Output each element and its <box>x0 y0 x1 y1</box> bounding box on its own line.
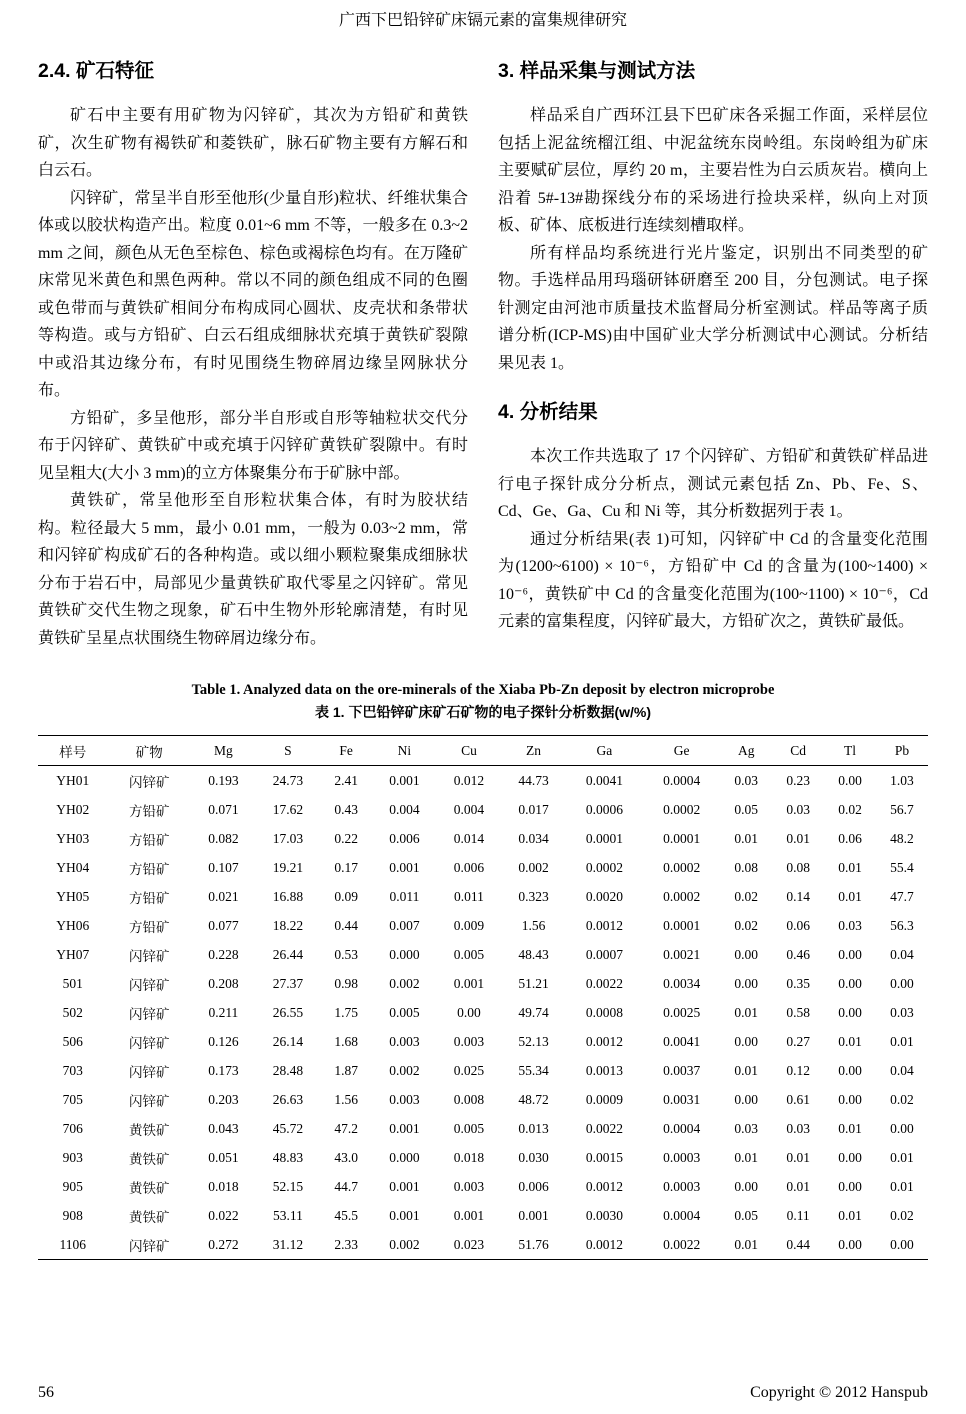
table-cell: 0.43 <box>334 801 358 817</box>
paragraph-cd-content-ranges: 通过分析结果(表 1)可知，闪锌矿中 Cd 的含量变化范围为(1200~6100) × 10⁻⁶，方铅矿中 Cd 的含量为(100~1400) × 10⁻⁶，黄铁矿中 Cd 的含量变化范围为(100~1100) × 10⁻⁶，Cd 元素的富集程度，闪锌矿最大，方铅矿次之，黄铁矿最低。 <box>498 530 928 630</box>
table-cell: 0.0001 <box>663 917 701 933</box>
table-cell: 0.0002 <box>663 888 701 904</box>
right-column <box>498 58 928 652</box>
table-cell: 45.72 <box>272 1120 304 1136</box>
table-cell: 0.011 <box>389 888 420 904</box>
table-cell: 闪锌矿 <box>129 1093 170 1109</box>
table-cell: 0.001 <box>518 1207 549 1223</box>
table-cell: 黄铁矿 <box>129 1122 170 1138</box>
paragraph-sample-collection: 样品采自广西环江县下巴矿床各采掘工作面，采样层位包括上泥盆统榴江组、中泥盆统东岗岭组。东岗岭组为矿床主要赋矿层位，厚约 20 m，主要岩性为白云质灰岩。横向上沿着 5#-13#勘探线分布的采场进行捡块采样，纵向上对顶板、矿体、底板进行连续刻槽取样。 <box>498 107 928 234</box>
table-cell: 47.7 <box>890 888 914 904</box>
table-cell: 26.63 <box>272 1091 304 1107</box>
table-cell: 0.06 <box>786 917 810 933</box>
table-cell: 0.193 <box>208 772 239 788</box>
table-cell: 48.2 <box>890 830 914 846</box>
table-cell: 0.071 <box>208 801 239 817</box>
table-cell: 0.0003 <box>663 1149 701 1165</box>
table-cell: 0.007 <box>389 917 420 933</box>
table-caption-english: Table 1. Analyzed data on the ore-minerals of the Xiaba Pb-Zn deposit by electron microprobe <box>191 682 775 698</box>
table-cell: 705 <box>62 1091 83 1107</box>
table-cell: 0.0002 <box>663 801 701 817</box>
table-cell: 0.02 <box>890 1091 914 1107</box>
table-cell: 0.0031 <box>663 1091 701 1107</box>
table-row <box>38 795 928 824</box>
table-row <box>38 969 928 998</box>
table-cell: 0.003 <box>453 1178 485 1194</box>
table-cell: 0.001 <box>453 1207 485 1223</box>
table-cell: 0.01 <box>786 1149 810 1165</box>
table-cell: 0.002 <box>389 1236 420 1252</box>
table-cell: YH06 <box>56 917 90 933</box>
table-cell: 0.000 <box>389 946 420 962</box>
table-cell: 闪锌矿 <box>129 948 170 964</box>
table-row <box>38 911 928 940</box>
table-cell: YH02 <box>56 801 90 817</box>
table-cell: 0.0002 <box>663 859 701 875</box>
table-cell: 905 <box>62 1178 83 1194</box>
table-cell: 0.002 <box>389 1062 420 1078</box>
table-cell: 0.011 <box>454 888 484 904</box>
table-cell: 0.0008 <box>585 1004 623 1020</box>
table-cell: 0.203 <box>208 1091 239 1107</box>
table-cell: 56.7 <box>890 801 914 817</box>
table-head <box>38 736 928 766</box>
table-cell: 55.34 <box>518 1062 549 1078</box>
table-cell: 0.001 <box>389 1178 420 1194</box>
table-cell: 闪锌矿 <box>129 1238 170 1254</box>
table-cell: 0.003 <box>389 1091 420 1107</box>
table-header-cell: Tl <box>844 742 857 758</box>
table-row <box>38 1230 928 1260</box>
table-cell: 黄铁矿 <box>129 1180 170 1196</box>
table-cell: 0.0013 <box>585 1062 623 1078</box>
table-cell: 0.017 <box>518 801 549 817</box>
table-cell: 49.74 <box>518 1004 549 1020</box>
table-cell: 47.2 <box>334 1120 358 1136</box>
table-row <box>38 1201 928 1230</box>
table-cell: 26.14 <box>272 1033 304 1049</box>
table-cell: 0.98 <box>334 975 358 991</box>
table-cell: 0.012 <box>453 772 485 788</box>
table-cell: 0.03 <box>786 801 810 817</box>
table-cell: 0.01 <box>734 830 759 846</box>
table-cell: 703 <box>62 1062 83 1078</box>
table-cell: 0.107 <box>208 859 239 875</box>
table-cell: 0.00 <box>838 975 862 991</box>
table-cell: 黄铁矿 <box>129 1151 170 1167</box>
paragraph-testing-methods: 所有样品均系统进行光片鉴定，识别出不同类型的矿物。手选样品用玛瑙研钵研磨至 200 目，分包测试。电子探针测定由河池市质量技术监督局分析室测试。样品等离子质谱分析(ICP-MS)由中国矿业大学分析测试中心测试。分析结果见表 1。 <box>498 244 928 372</box>
table-cell: 0.0001 <box>663 830 701 846</box>
table-cell: 0.002 <box>389 975 420 991</box>
table-cell: 0.006 <box>453 859 485 875</box>
table-cell: 56.3 <box>890 917 914 933</box>
table-header-cell: Cd <box>790 742 807 758</box>
table-cell: 0.46 <box>786 946 810 962</box>
table-cell: 0.0022 <box>663 1236 701 1252</box>
table-row <box>38 1143 928 1172</box>
table-header-cell: Fe <box>339 742 353 758</box>
table-cell: 0.01 <box>890 1149 914 1165</box>
table-cell: 0.01 <box>734 1236 759 1252</box>
table-cell: 31.12 <box>272 1236 304 1252</box>
table-cell: 0.00 <box>838 1004 862 1020</box>
table-cell: 0.0012 <box>585 1178 623 1194</box>
table-cell: 0.0002 <box>585 859 623 875</box>
table-cell: 1.87 <box>334 1062 358 1078</box>
table-row <box>38 1114 928 1143</box>
table-cell: 0.02 <box>838 801 862 817</box>
table-cell: 0.04 <box>890 1062 914 1078</box>
table-row <box>38 824 928 853</box>
table-cell: 0.03 <box>734 772 759 788</box>
table-cell: 0.00 <box>734 1033 759 1049</box>
table-cell: 706 <box>62 1120 83 1136</box>
table-header-cell: S <box>284 742 292 758</box>
table-cell: 17.03 <box>272 830 304 846</box>
table-cell: 1106 <box>59 1236 86 1252</box>
table-cell: YH07 <box>56 946 90 962</box>
table-cell: 16.88 <box>272 888 304 904</box>
table-cell: 0.0004 <box>663 1120 701 1136</box>
table-header-cell: Cu <box>461 742 477 758</box>
table-cell: 0.01 <box>838 859 862 875</box>
table-cell: 0.05 <box>734 801 759 817</box>
table-cell: 0.27 <box>786 1033 810 1049</box>
table-cell: 0.0007 <box>585 946 623 962</box>
table-cell: 闪锌矿 <box>129 1064 170 1080</box>
table-cell: 0.0004 <box>663 772 701 788</box>
table-cell: 0.00 <box>838 1178 862 1194</box>
table-cell: 26.55 <box>272 1004 304 1020</box>
table-cell: 0.01 <box>734 1004 759 1020</box>
section-heading-sampling-methods: 3. 样品采集与测试方法 <box>498 60 696 82</box>
table-cell: 0.077 <box>208 917 239 933</box>
table-cell: 0.02 <box>734 917 759 933</box>
table-cell: 0.013 <box>518 1120 549 1136</box>
table-cell: 0.0041 <box>585 772 623 788</box>
paragraph-pyrite-description: 黄铁矿，常呈他形至自形粒状集合体，有时为胶状结构。粒径最大 5 mm，最小 0.01 mm，一般为 0.03~2 mm，常和闪锌矿构成矿石的各种构造。或以细小颗粒聚集成细脉状分布于岩石中，局部见少量黄铁矿取代零星之闪锌矿。常见黄铁矿交代生物之现象，矿石中生物外形轮廓清楚，有时见黄铁矿呈星点状围绕生物碎屑边缘分布。 <box>38 492 468 647</box>
paragraph-sphalerite-description: 闪锌矿，常呈半自形至他形(少量自形)粒状、纤维状集合体或以胶状构造产出。粒度 0.01~6 mm 不等，一般多在 0.3~2 mm 之间，颜色从无色至棕色、棕色或褐棕色均有。在万隆矿床常见米黄色和黑色两种。常以不同的颜色组成不同的色圈或色带而与黄铁矿相间分布构成同心圆状、皮壳状和条带状等构造。或与方铅矿、白云石组成细脉状充填于黄铁矿裂隙中或沿其边缘分布，有时见围绕生物碎屑边缘呈网脉状分布。 <box>38 189 468 399</box>
table-cell: 0.00 <box>838 1236 862 1252</box>
table-cell: 0.009 <box>453 917 485 933</box>
table-cell: 0.09 <box>334 888 358 904</box>
table-cell: 18.22 <box>272 917 304 933</box>
table-section <box>38 680 928 1260</box>
table-cell: 0.0022 <box>585 1120 623 1136</box>
table-cell: 0.001 <box>389 859 420 875</box>
table-cell: 0.003 <box>453 1033 485 1049</box>
table-cell: 0.0006 <box>585 801 623 817</box>
table-cell: 1.56 <box>334 1091 358 1107</box>
table-row <box>38 1085 928 1114</box>
table-cell: 0.002 <box>518 859 549 875</box>
table-cell: 0.018 <box>208 1178 239 1194</box>
table-cell: 0.006 <box>518 1178 549 1194</box>
table-cell: 0.01 <box>890 1178 914 1194</box>
table-caption-chinese: 表 1. 下巴铅锌矿床矿石矿物的电子探针分析数据(w/%) <box>314 704 651 720</box>
table-cell: 0.17 <box>334 859 358 875</box>
table-cell: 方铅矿 <box>129 832 170 848</box>
table-cell: 1.03 <box>890 772 914 788</box>
table-cell: 0.0004 <box>663 1207 701 1223</box>
table-cell: 0.001 <box>389 1120 420 1136</box>
table-cell: 0.211 <box>208 1004 239 1020</box>
table-header-row <box>38 736 928 766</box>
table-cell: 48.72 <box>518 1091 549 1107</box>
table-cell: 闪锌矿 <box>129 1006 170 1022</box>
table-cell: 0.00 <box>838 1091 862 1107</box>
table-cell: YH03 <box>56 830 90 846</box>
microprobe-data-table <box>38 735 928 1260</box>
table-cell: 45.5 <box>334 1207 358 1223</box>
table-cell: 0.272 <box>208 1236 239 1252</box>
table-cell: 0.323 <box>518 888 549 904</box>
table-cell: 26.44 <box>272 946 304 962</box>
table-cell: 0.0020 <box>585 888 623 904</box>
table-cell: 0.03 <box>734 1120 759 1136</box>
table-cell: 17.62 <box>272 801 304 817</box>
table-cell: 0.01 <box>786 1178 810 1194</box>
table-cell: 0.001 <box>389 772 420 788</box>
table-cell: 0.0037 <box>663 1062 701 1078</box>
table-header-cell: Zn <box>526 742 542 758</box>
table-cell: 0.00 <box>890 1120 914 1136</box>
table-cell: 0.12 <box>786 1062 810 1078</box>
table-cell: 0.126 <box>208 1033 239 1049</box>
table-cell: YH04 <box>56 859 90 875</box>
table-cell: 方铅矿 <box>129 890 170 906</box>
table-cell: 0.35 <box>786 975 810 991</box>
table-cell: 0.02 <box>734 888 759 904</box>
table-header-cell: 矿物 <box>135 744 163 760</box>
table-body <box>38 766 928 1260</box>
table-cell: 0.021 <box>208 888 239 904</box>
table-cell: 55.4 <box>890 859 914 875</box>
table-cell: 0.23 <box>786 772 810 788</box>
table-cell: 0.0022 <box>585 975 623 991</box>
table-cell: 0.173 <box>208 1062 239 1078</box>
table-cell: 闪锌矿 <box>129 1035 170 1051</box>
table-cell: 闪锌矿 <box>129 774 170 790</box>
table-cell: 0.0001 <box>585 830 623 846</box>
table-cell: 48.43 <box>518 946 549 962</box>
table-header-cell: Ni <box>397 742 412 758</box>
table-cell: 方铅矿 <box>129 919 170 935</box>
table-cell: 0.000 <box>389 1149 420 1165</box>
table-cell: 方铅矿 <box>129 861 170 877</box>
table-cell: YH05 <box>56 888 90 904</box>
table-cell: 0.58 <box>786 1004 810 1020</box>
table-cell: 0.023 <box>453 1236 485 1252</box>
table-cell: 0.03 <box>890 1004 914 1020</box>
table-cell: 0.034 <box>518 830 549 846</box>
table-cell: 0.01 <box>838 888 862 904</box>
table-cell: 51.21 <box>518 975 549 991</box>
table-cell: 0.0009 <box>585 1091 623 1107</box>
table-cell: 1.56 <box>521 917 546 933</box>
table-cell: 0.00 <box>838 1149 862 1165</box>
table-cell: 0.01 <box>786 830 810 846</box>
table-cell: 0.004 <box>453 801 485 817</box>
table-cell: 0.014 <box>453 830 485 846</box>
table-cell: 0.0012 <box>585 1033 623 1049</box>
table-row <box>38 766 928 796</box>
table-cell: 0.61 <box>786 1091 810 1107</box>
table-row <box>38 1056 928 1085</box>
table-cell: 0.00 <box>838 1062 862 1078</box>
table-cell: 0.208 <box>208 975 239 991</box>
table-header-cell: Ge <box>673 742 690 758</box>
table-cell: 0.03 <box>786 1120 810 1136</box>
table-cell: 0.005 <box>389 1004 420 1020</box>
table-header-cell: 样号 <box>59 744 87 760</box>
table-cell: 0.11 <box>786 1207 810 1223</box>
table-header-cell: Ga <box>596 742 613 758</box>
table-cell: 0.008 <box>453 1091 485 1107</box>
page-number: 56 <box>38 1384 54 1401</box>
table-cell: 908 <box>62 1207 83 1223</box>
table-cell: 0.01 <box>890 1033 914 1049</box>
copyright-notice: Copyright © 2012 Hanspub <box>750 1384 928 1401</box>
table-cell: 0.005 <box>453 946 485 962</box>
table-cell: 0.0041 <box>663 1033 701 1049</box>
table-cell: 0.00 <box>734 1091 759 1107</box>
table-cell: 1.68 <box>334 1033 358 1049</box>
table-row <box>38 853 928 882</box>
table-header-cell: Ag <box>737 742 755 758</box>
table-cell: 53.11 <box>273 1207 303 1223</box>
table-cell: 0.08 <box>786 859 810 875</box>
section-heading-ore-characteristics: 2.4. 矿石特征 <box>38 60 154 82</box>
table-cell: 0.03 <box>838 917 862 933</box>
table-cell: YH01 <box>56 772 90 788</box>
table-cell: 0.006 <box>389 830 420 846</box>
table-cell: 0.00 <box>734 1178 759 1194</box>
table-cell: 2.33 <box>334 1236 358 1252</box>
table-cell: 48.83 <box>272 1149 304 1165</box>
table-cell: 0.01 <box>838 1033 862 1049</box>
table-cell: 黄铁矿 <box>129 1209 170 1225</box>
paragraph-ore-minerals-overview: 矿石中主要有用矿物为闪锌矿，其次为方铅矿和黄铁矿，次生矿物有褐铁矿和菱铁矿，脉石矿物主要有方解石和白云石。 <box>38 107 468 179</box>
table-cell: 0.53 <box>334 946 358 962</box>
table-header-cell: Mg <box>213 742 233 758</box>
table-cell: 0.043 <box>208 1120 239 1136</box>
table-cell: 0.01 <box>838 1207 862 1223</box>
table-cell: 501 <box>62 975 83 991</box>
table-cell: 0.00 <box>734 975 759 991</box>
table-row <box>38 1172 928 1201</box>
table-cell: 28.48 <box>272 1062 304 1078</box>
table-header-cell: Pb <box>894 742 910 758</box>
table-cell: 0.018 <box>453 1149 485 1165</box>
table-row <box>38 940 928 969</box>
table-cell: 0.025 <box>453 1062 485 1078</box>
table-row <box>38 1027 928 1056</box>
table-cell: 24.73 <box>272 772 304 788</box>
paragraph-analysis-scope: 本次工作共选取了 17 个闪锌矿、方铅矿和黄铁矿样品进行电子探针成分分析点，测试元素包括 Zn、Pb、Fe、S、Cd、Ge、Ga、Cu 和 Ni 等，其分析数据列于表 1。 <box>498 448 928 520</box>
table-cell: 51.76 <box>518 1236 549 1252</box>
two-column-body <box>38 58 928 652</box>
table-cell: 0.005 <box>453 1120 485 1136</box>
table-cell: 闪锌矿 <box>129 977 170 993</box>
table-cell: 0.0015 <box>585 1149 623 1165</box>
table-cell: 0.00 <box>838 946 862 962</box>
table-cell: 0.06 <box>838 830 862 846</box>
table-cell: 0.0003 <box>663 1178 701 1194</box>
table-cell: 43.0 <box>334 1149 358 1165</box>
table-cell: 0.003 <box>389 1033 420 1049</box>
table-cell: 0.0012 <box>585 917 623 933</box>
table-cell: 0.022 <box>208 1207 239 1223</box>
table-cell: 0.00 <box>890 1236 914 1252</box>
table-cell: 44.7 <box>334 1178 358 1194</box>
paragraph-galena-description: 方铅矿，多呈他形，部分半自形或自形等轴粒状交代分布于闪锌矿、黄铁矿中或充填于闪锌矿黄铁矿裂隙中。有时见呈粗大(大小 3 mm)的立方体聚集分布于矿脉中部。 <box>38 409 468 482</box>
table-cell: 0.04 <box>890 946 914 962</box>
table-cell: 0.082 <box>208 830 239 846</box>
table-cell: 0.004 <box>389 801 420 817</box>
table-cell: 0.44 <box>786 1236 810 1252</box>
table-cell: 0.14 <box>786 888 810 904</box>
table-cell: 0.001 <box>453 975 485 991</box>
table-cell: 0.01 <box>734 1062 759 1078</box>
table-cell: 0.0034 <box>663 975 701 991</box>
table-cell: 2.41 <box>334 772 358 788</box>
table-cell: 0.051 <box>208 1149 239 1165</box>
left-column <box>38 58 468 652</box>
table-cell: 0.02 <box>890 1207 914 1223</box>
table-cell: 0.00 <box>838 772 862 788</box>
table-cell: 0.0025 <box>663 1004 701 1020</box>
table-row <box>38 998 928 1027</box>
table-cell: 0.228 <box>208 946 239 962</box>
table-cell: 1.75 <box>334 1004 358 1020</box>
table-cell: 0.08 <box>734 859 759 875</box>
table-cell: 44.73 <box>518 772 549 788</box>
table-cell: 0.01 <box>838 1120 862 1136</box>
table-cell: 0.00 <box>457 1004 481 1020</box>
table-cell: 506 <box>62 1033 83 1049</box>
running-head-title: 广西下巴铅锌矿床镉元素的富集规律研究 <box>338 12 627 29</box>
table-cell: 0.030 <box>518 1149 549 1165</box>
section-heading-analysis-results: 4. 分析结果 <box>498 401 598 423</box>
table-cell: 19.21 <box>272 859 304 875</box>
table-cell: 0.05 <box>734 1207 759 1223</box>
page-footer <box>38 1384 928 1402</box>
table-cell: 0.0021 <box>663 946 701 962</box>
table-cell: 0.00 <box>890 975 914 991</box>
table-cell: 0.01 <box>734 1149 759 1165</box>
table-cell: 0.00 <box>734 946 759 962</box>
table-cell: 0.0030 <box>585 1207 623 1223</box>
table-cell: 903 <box>62 1149 83 1165</box>
table-cell: 52.13 <box>518 1033 549 1049</box>
table-cell: 27.37 <box>272 975 304 991</box>
table-cell: 0.001 <box>389 1207 420 1223</box>
table-cell: 0.44 <box>334 917 358 933</box>
table-cell: 方铅矿 <box>129 803 170 819</box>
table-row <box>38 882 928 911</box>
table-cell: 502 <box>62 1004 83 1020</box>
table-cell: 52.15 <box>272 1178 304 1194</box>
table-cell: 0.0012 <box>585 1236 623 1252</box>
table-cell: 0.22 <box>334 830 358 846</box>
